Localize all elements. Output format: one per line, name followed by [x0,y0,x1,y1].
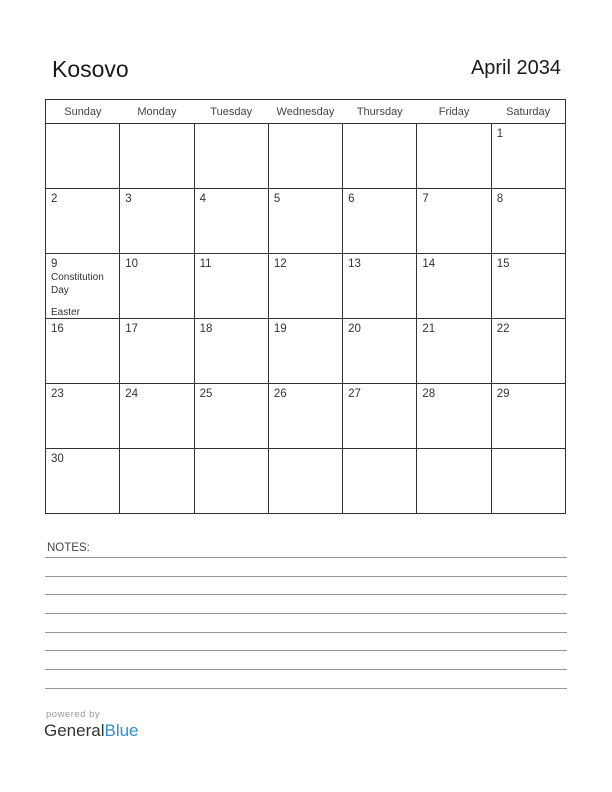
weekday-monday: Monday [120,100,194,124]
note-line[interactable] [45,594,567,595]
day-cell[interactable] [343,384,417,449]
day-number: 14 [422,258,436,270]
day-number: 16 [51,323,64,335]
day-cell[interactable] [268,124,342,189]
day-cell[interactable] [417,189,491,254]
weekday-wednesday: Wednesday [268,100,342,124]
weekday-sunday: Sunday [46,100,120,124]
week-row [46,254,566,319]
day-cell[interactable] [417,384,491,449]
day-cell[interactable] [343,124,417,189]
day-number: 7 [422,193,429,205]
holiday-list [51,271,119,319]
day-number: 23 [51,388,64,400]
day-number: 28 [422,388,436,400]
day-cell[interactable] [194,124,268,189]
day-number: 29 [496,388,510,400]
country-title: Kosovo [52,56,129,82]
day-number: 25 [199,388,213,400]
day-number: 24 [125,388,139,400]
day-number: 15 [496,258,510,270]
day-cell[interactable] [120,189,194,254]
day-number: 4 [199,193,206,205]
day-number: 30 [51,453,64,465]
day-cell[interactable] [194,319,268,384]
month-year-title: April 2034 [470,57,561,79]
day-number: 17 [125,323,139,335]
week-row [46,449,566,514]
note-line[interactable] [45,632,567,633]
day-cell[interactable] [417,449,491,514]
week-row [46,384,566,449]
day-number: 18 [199,323,213,335]
notes-label: NOTES: [47,542,90,554]
day-number: 21 [422,323,436,335]
weekday-header-row [46,100,566,124]
note-line[interactable] [45,557,567,558]
day-number: 12 [273,258,287,270]
weekday-thursday: Thursday [343,100,417,124]
day-cell[interactable] [491,384,565,449]
brand-general-text: General [44,721,105,740]
day-cell[interactable] [268,449,342,514]
day-cell[interactable] [343,254,417,319]
day-number: 20 [348,323,361,335]
day-cell[interactable] [194,189,268,254]
day-cell[interactable] [491,449,565,514]
day-cell[interactable] [268,189,342,254]
day-cell[interactable] [417,319,491,384]
day-cell[interactable] [120,124,194,189]
day-cell[interactable] [46,319,120,384]
day-number: 6 [348,193,355,205]
day-cell[interactable] [491,189,565,254]
calendar-grid [45,99,566,514]
day-cell[interactable] [194,384,268,449]
day-cell[interactable] [46,189,120,254]
day-cell[interactable] [194,254,268,319]
holiday-label: Easter [51,307,80,318]
holiday-label: Constitution Day [51,272,104,296]
day-cell[interactable] [120,254,194,319]
note-line[interactable] [45,669,567,670]
day-cell[interactable] [194,449,268,514]
day-cell[interactable] [268,384,342,449]
note-line[interactable] [45,576,567,577]
day-cell[interactable] [491,319,565,384]
note-line[interactable] [45,650,567,651]
day-number: 2 [51,193,58,205]
day-cell[interactable] [491,124,565,189]
weekday-tuesday: Tuesday [194,100,268,124]
day-cell[interactable] [120,319,194,384]
day-cell[interactable] [343,449,417,514]
day-number: 10 [125,258,139,270]
day-number: 27 [348,388,361,400]
day-cell[interactable] [120,449,194,514]
day-cell[interactable] [268,254,342,319]
day-cell[interactable] [46,124,120,189]
day-number: 9 [51,258,58,270]
brand-blue-text: Blue [104,721,139,740]
week-row [46,319,566,384]
day-cell[interactable] [46,449,120,514]
note-line[interactable] [45,688,567,689]
generalblue-logo[interactable] [44,721,139,741]
day-number: 8 [496,193,504,205]
day-cell[interactable] [46,254,120,319]
week-row [46,189,566,254]
weekday-saturday: Saturday [491,100,565,124]
weekday-friday: Friday [417,100,491,124]
day-number: 13 [348,258,361,270]
day-number: 5 [273,193,281,205]
week-row [46,124,566,189]
day-cell[interactable] [343,319,417,384]
day-cell[interactable] [417,254,491,319]
day-number: 22 [496,323,510,335]
day-cell[interactable] [343,189,417,254]
powered-by-text: powered by [46,709,101,720]
day-number: 26 [273,388,287,400]
day-number: 1 [496,128,504,140]
day-number: 11 [199,258,212,270]
day-cell[interactable] [120,384,194,449]
day-cell[interactable] [46,384,120,449]
note-line[interactable] [45,613,567,614]
day-cell[interactable] [268,319,342,384]
day-number: 3 [125,193,132,205]
day-number: 19 [273,323,287,335]
day-cell[interactable] [491,254,565,319]
day-cell[interactable] [417,124,491,189]
